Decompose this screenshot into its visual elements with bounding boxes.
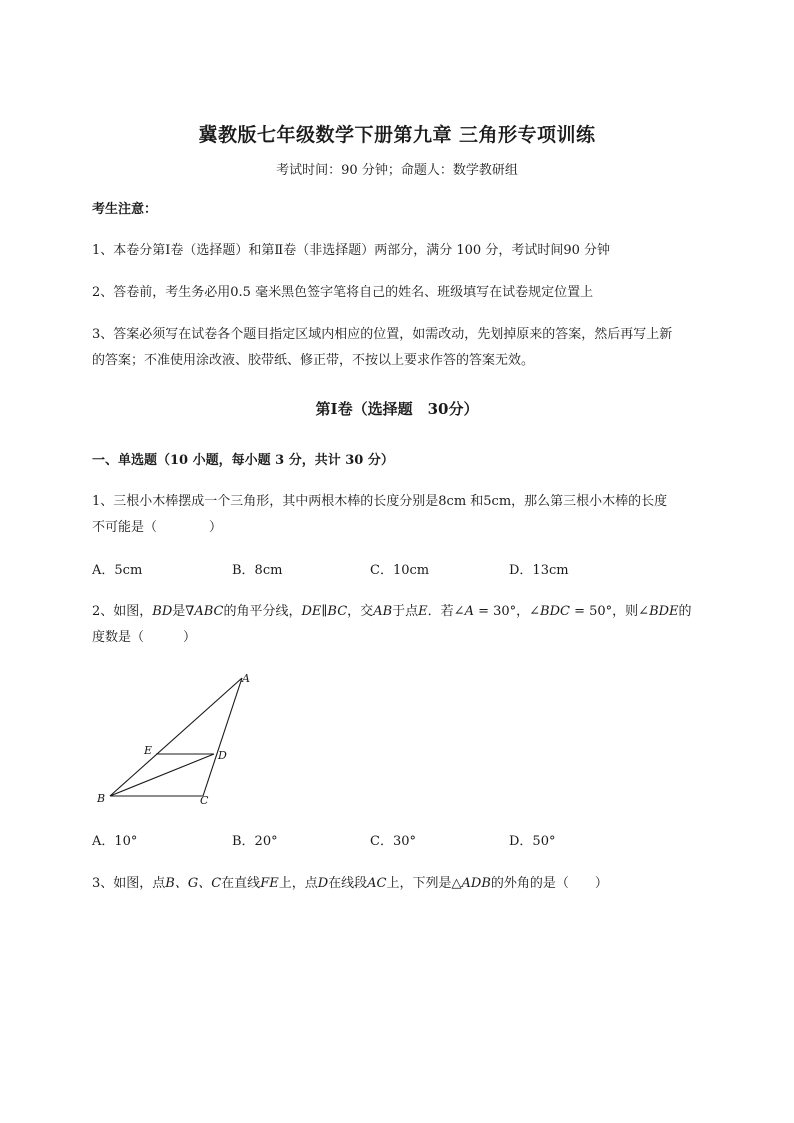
q3-math-d: D <box>317 876 329 891</box>
q3-text: 在直线 <box>221 876 261 891</box>
q3-text: 3、如图，点 <box>92 876 166 891</box>
q2-option-d: D．50° <box>509 834 556 849</box>
q2-text: ．若∠ <box>427 604 465 619</box>
q2-text: 的 <box>678 604 692 619</box>
notice-item-3-line-1: 3、答案必须写在试卷各个题目指定区域内相应的位置，如需改动，先划掉原来的答案，然后再写上新 <box>92 327 673 342</box>
q2-text: 2、如图， <box>92 604 153 619</box>
notice-heading: 考生注意： <box>92 202 158 217</box>
q2-math-de-bc: DE∥BC <box>301 604 348 619</box>
exam-subtitle: 考试时间：90 分钟；命题人：数学教研组 <box>276 163 518 178</box>
q1-stem-line-2: 不可能是（ ） <box>92 520 223 535</box>
q2-stem-line-2: 度数是（ ） <box>92 630 197 645</box>
q2-option-c: C．30° <box>370 834 416 849</box>
q1-option-b: B．8cm <box>232 563 283 578</box>
q2-option-a: A．10° <box>92 834 138 849</box>
q3-text: 在线段 <box>328 876 368 891</box>
q2-math-e: E <box>418 604 428 619</box>
q3-math-fe: FE <box>260 876 279 891</box>
label-e: E <box>144 744 153 757</box>
q2-math-bdc: BDC <box>540 604 570 619</box>
q3-stem-line-1 <box>92 872 752 896</box>
notice-item-2: 2、答卷前，考生务必用0.5 毫米黑色签字笔将自己的姓名、班级填写在试卷规定位置上 <box>92 285 594 300</box>
q3-math-points: B、G、C <box>165 876 222 891</box>
q2-math-bde: BDE <box>649 604 679 619</box>
q1-stem-line-1: 1、三根小木棒摆成一个三角形，其中两根木棒的长度分别是8cm 和5cm，那么第三根小木棒的长度 <box>92 494 668 509</box>
q2-text: ，交 <box>347 604 374 619</box>
q2-text: 于点 <box>392 604 419 619</box>
q3-text: 的外角的是（ ） <box>490 876 608 891</box>
q1-option-a: A．5cm <box>92 563 143 578</box>
q2-text: = 30°，∠ <box>473 604 541 619</box>
q1-option-d: D．13cm <box>509 563 569 578</box>
q2-math-abc: ABC <box>194 604 224 619</box>
q3-math-adb: ADB <box>461 876 491 891</box>
q2-math-ab: AB <box>373 604 393 619</box>
q1-option-c: C．10cm <box>370 563 430 578</box>
q3-math-ac: AC <box>367 876 387 891</box>
triangle-diagram <box>92 668 272 808</box>
q2-stem-line-1 <box>92 600 752 624</box>
q2-math-a: A <box>464 604 474 619</box>
q2-option-b: B．20° <box>232 834 278 849</box>
label-d: D <box>218 749 227 762</box>
q3-text: 上，下列是△ <box>386 876 462 891</box>
part-heading: 一、单选题（10 小题，每小题 3 分，共计 30 分） <box>92 453 394 468</box>
label-b: B <box>97 792 106 805</box>
q2-math-bd: BD <box>152 604 173 619</box>
q3-text: 上，点 <box>278 876 318 891</box>
label-c: C <box>200 794 209 807</box>
segment-bd <box>110 754 214 796</box>
page-title: 冀教版七年级数学下册第九章 三角形专项训练 <box>198 124 596 146</box>
label-a: A <box>242 672 250 685</box>
section-title: 第Ⅰ卷（选择题 30分） <box>315 400 479 418</box>
q2-text: 的角平分线， <box>223 604 302 619</box>
q2-text: = 50°，则∠ <box>569 604 650 619</box>
triangle-figure <box>92 668 272 808</box>
notice-item-3-line-2: 的答案；不准使用涂改液、胶带纸、修正带，不按以上要求作答的答案无效。 <box>92 353 535 368</box>
notice-item-1: 1、本卷分第Ⅰ卷（选择题）和第Ⅱ卷（非选择题）两部分，满分 100 分，考试时间90 分钟 <box>92 243 610 258</box>
q2-text: 是∇ <box>172 604 195 619</box>
